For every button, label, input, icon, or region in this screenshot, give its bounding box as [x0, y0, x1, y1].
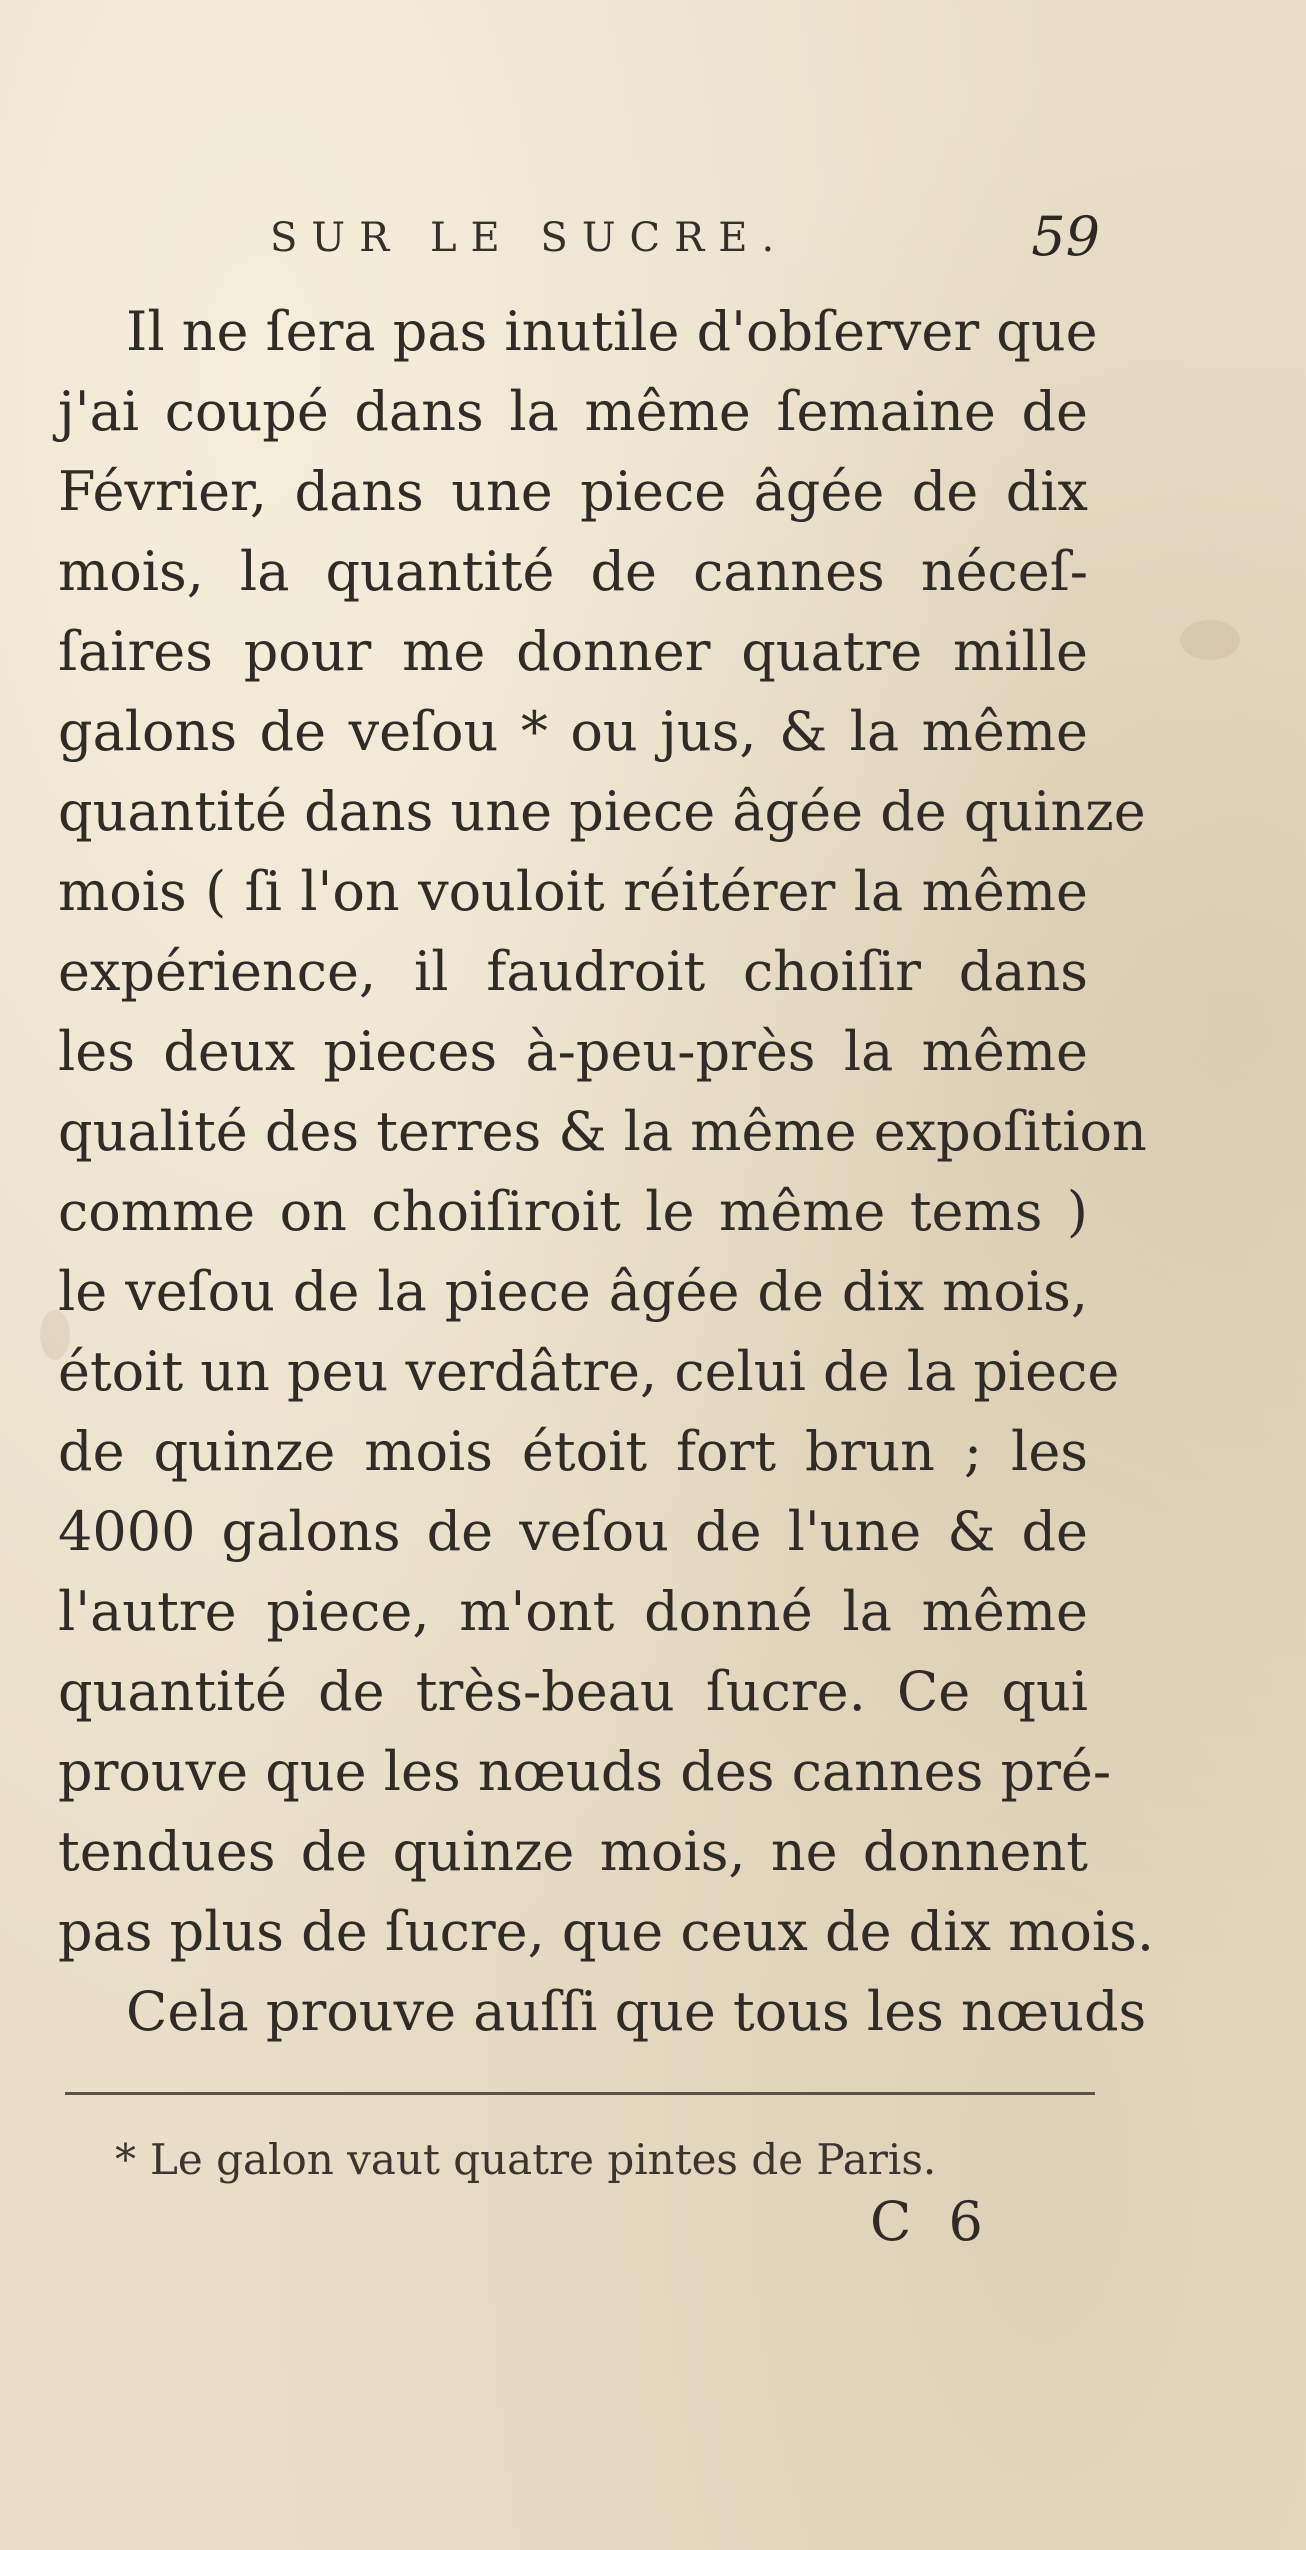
text-line: Février, dans une piece âgée de dix — [58, 460, 1088, 523]
text-line: quantité de très-beau ſucre. Ce qui — [58, 1660, 1088, 1723]
text-line: de quinze mois étoit fort brun ; les — [58, 1420, 1088, 1483]
paper-stain — [1180, 620, 1240, 660]
footnote — [115, 2130, 1035, 2190]
text-line: le veſou de la piece âgée de dix mois, — [58, 1260, 1088, 1323]
text-line: étoit un peu verdâtre, celui de la piece — [58, 1340, 1120, 1403]
page-number: 59 — [1031, 205, 1100, 268]
text-line: Cela prouve auſſi que tous les nœuds — [126, 1980, 1147, 2043]
signature-mark: C 6 — [870, 2190, 993, 2253]
text-line: j'ai coupé dans la même ſemaine de — [58, 380, 1088, 443]
text-line: 4000 galons de veſou de l'une & de — [58, 1500, 1088, 1563]
text-line: ſaires pour me donner quatre mille — [58, 620, 1088, 683]
footnote-text: Le galon vaut quatre pintes de Paris. — [150, 2135, 937, 2184]
text-line: pas plus de ſucre, que ceux de dix mois. — [58, 1900, 1155, 1963]
text-line: expérience, il faudroit choiſir dans — [58, 940, 1088, 1003]
text-line: l'autre piece, m'ont donné la même — [58, 1580, 1088, 1643]
text-line: galons de veſou * ou jus, & la même — [58, 700, 1088, 763]
text-line: Il ne ſera pas inutile d'obſerver que — [126, 300, 1098, 363]
running-title: SUR LE SUCRE. — [270, 215, 789, 261]
text-line: mois ( ſi l'on vouloit réitérer la même — [58, 860, 1088, 923]
footnote-rule — [65, 2092, 1095, 2095]
text-line: qualité des terres & la même expoſition — [58, 1100, 1147, 1163]
text-line: tendues de quinze mois, ne donnent — [58, 1820, 1088, 1883]
body-text — [58, 292, 1155, 2067]
running-head — [270, 205, 1100, 285]
text-line: quantité dans une piece âgée de quinze — [58, 780, 1146, 843]
text-line: prouve que les nœuds des cannes pré- — [58, 1740, 1112, 1803]
footnote-marker: * — [115, 2135, 136, 2184]
text-line: mois, la quantité de cannes néceſ- — [58, 540, 1088, 603]
text-line: comme on choiſiroit le même tems ) — [58, 1180, 1088, 1243]
text-line: les deux pieces à-peu-près la même — [58, 1020, 1088, 1083]
